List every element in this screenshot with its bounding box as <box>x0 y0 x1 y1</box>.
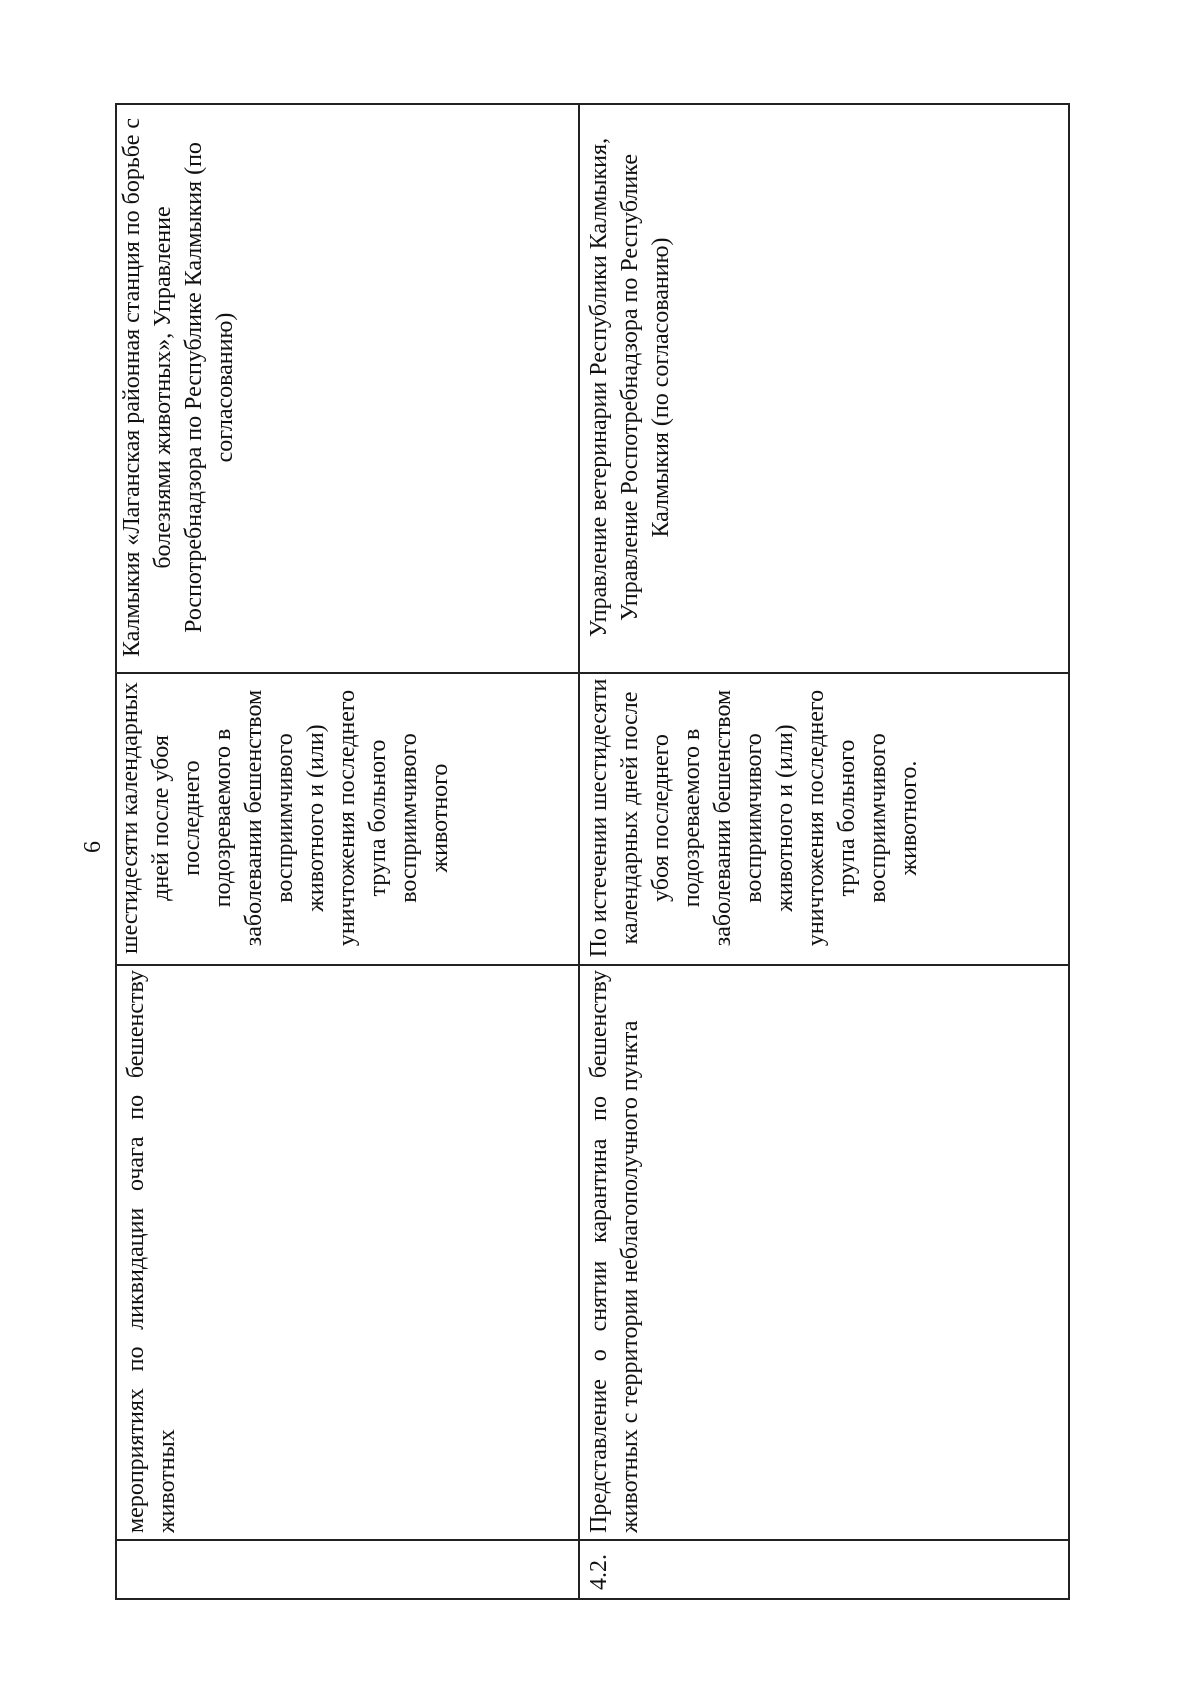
row2-responsible: Управление ветеринарии Республики Калмыкия, Управление Роспотребнадзора по Республике Калмыкия (по согласованию) <box>586 137 674 638</box>
rotated-table <box>115 103 1070 1600</box>
row1-measure: мероприятиях по ликвидации очага по бешенству животных <box>123 970 180 1533</box>
page-number: 6 <box>80 841 106 853</box>
row2-measure: Представление о снятии карантина по бешенству животных с территории неблагополучного пункта <box>586 970 643 1533</box>
row1-responsible: Калмыкия «Лаганская районная станция по борьбе с болезнями животных», Управление Роспотребнадзора по Республике Калмыкия (по согласованию) <box>119 117 238 658</box>
row2-number: 4.2. <box>586 1554 612 1590</box>
row1-term: шестидесяти календарных дней после убоя последнего подозреваемого в заболевании бешенством восприимчивого животного и (или) уничтожения последнего трупа больного восприимчивого животного <box>117 682 453 954</box>
row1-number <box>115 1539 578 1600</box>
row2-term: По истечении шестидесяти календарных дней после убоя последнего подозреваемого в заболевании бешенством восприимчивого животного и (или) уничтожения последнего трупа больного восприимчивого животного. <box>586 678 922 958</box>
